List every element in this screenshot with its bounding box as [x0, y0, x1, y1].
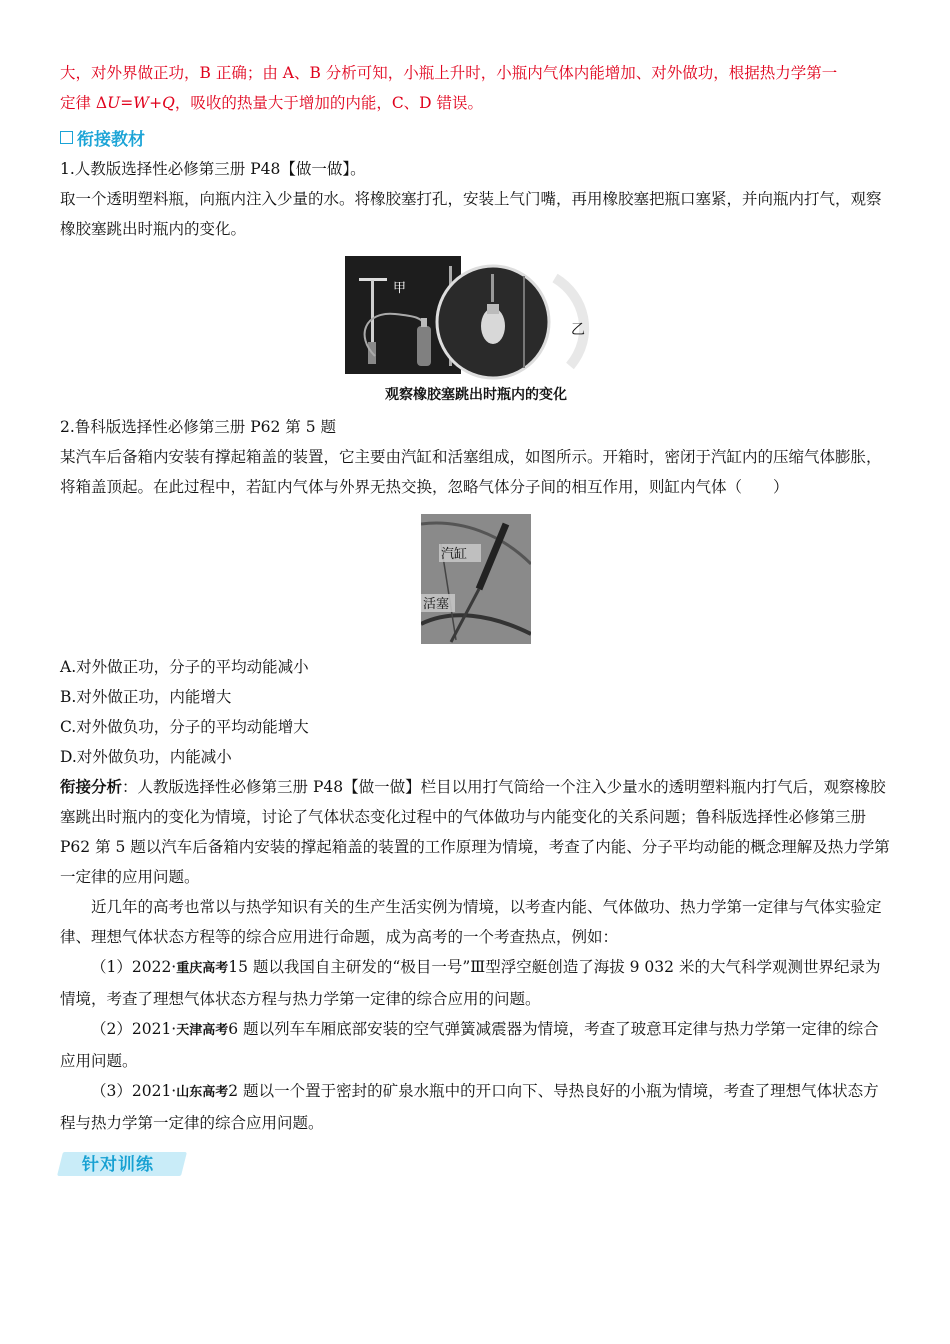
option-d: D.对外做负功，内能减小: [60, 748, 232, 766]
figure-cylinder: [60, 514, 892, 644]
label-jia: 甲: [393, 280, 407, 295]
item2-text: 某汽车后备箱内安装有撑起箱盖的装置，它主要由汽缸和活塞组成，如图所示。开箱时，密闭于汽缸内的压缩气体膨胀，将箱盖顶起。在此过程中，若缸内气体与外界无热交换，忽略气体分子间的相互作用，则缸内气体（ ）: [60, 448, 882, 496]
example-1: （1）2022·重庆高考15 题以我国自主研发的“极目一号”Ⅲ型浮空艇创造了海拔 9 032 米的大气科学观测世界纪录为情境，考查了理想气体状态方程与热力学第一定律的综合应用的问题。: [60, 958, 881, 1008]
label-piston: 活塞: [423, 596, 450, 611]
analysis-paragraph-2: 近几年的高考也常以与热学知识有关的生产生活实例为情境，以考查内能、气体做功、热力学第一定律与气体实验定律、理想气体状态方程等的综合应用进行命题，成为高考的一个考查热点，例如：: [60, 898, 882, 946]
example-2: （2）2021·天津高考6 题以列车车厢底部安装的空气弹簧减震器为情境，考查了玻意耳定律与热力学第一定律的综合应用问题。: [60, 1020, 879, 1070]
section-heading: 衔接教材: [60, 120, 892, 154]
label-yi: 乙: [571, 323, 585, 338]
analysis-paragraph: 衔接分析：人教版选择性必修第三册 P48【做一做】栏目以用打气筒给一个注入少量水的透明塑料瓶内打气后，观察橡胶塞跳出时瓶内的变化为情境，讨论了气体状态变化过程中的气体做功与内能变化的关系问题；鲁科版选择性必修第三册 P62 第 5 题以汽车后备箱内安装的撑起箱盖的装置的工作原理为情境，考查了内能、分子平均动能的概念理解及热力学第一定律的应用问题。: [60, 777, 890, 886]
item1-title: 1.人教版选择性必修第三册 P48【做一做】。: [60, 160, 366, 178]
square-icon: [60, 131, 73, 144]
page-content: [60, 58, 892, 1180]
bottle-experiment-image: [345, 256, 607, 380]
option-b: B.对外做正功，内能增大: [60, 688, 232, 706]
example-3: （3）2021·山东高考2 题以一个置于密封的矿泉水瓶中的开口向下、导热良好的小瓶为情境，考查了理想气体状态方程与热力学第一定律的综合应用问题。: [60, 1082, 879, 1132]
practice-banner-label: 针对训练: [82, 1155, 154, 1175]
answer-line-2: 定律 ΔU=W+Q，吸收的热量大于增加的内能，C、D 错误。: [60, 94, 484, 112]
analysis-label: 衔接分析: [60, 777, 123, 796]
first-law-formula: U=W+Q: [107, 94, 175, 112]
answer-line-1: 大，对外界做正功，B 正确；由 A、B 分析可知，小瓶上升时，小瓶内气体内能增加、对外做功，根据热力学第一: [60, 64, 838, 82]
figure-bottle-experiment: [60, 256, 892, 406]
practice-banner: [60, 1150, 188, 1180]
item1-text: 取一个透明塑料瓶，向瓶内注入少量的水。将橡胶塞打孔，安装上气门嘴，再用橡胶塞把瓶口塞紧，并向瓶内打气，观察橡胶塞跳出时瓶内的变化。: [60, 190, 882, 238]
option-a: A.对外做正功，分子的平均动能减小: [60, 658, 309, 676]
figure-caption: 观察橡胶塞跳出时瓶内的变化: [385, 387, 567, 403]
label-cylinder: 汽缸: [441, 546, 468, 561]
item2-title: 2.鲁科版选择性必修第三册 P62 第 5 题: [60, 418, 337, 436]
cylinder-piston-image: [421, 514, 531, 644]
option-c: C.对外做负功，分子的平均动能增大: [60, 718, 309, 736]
